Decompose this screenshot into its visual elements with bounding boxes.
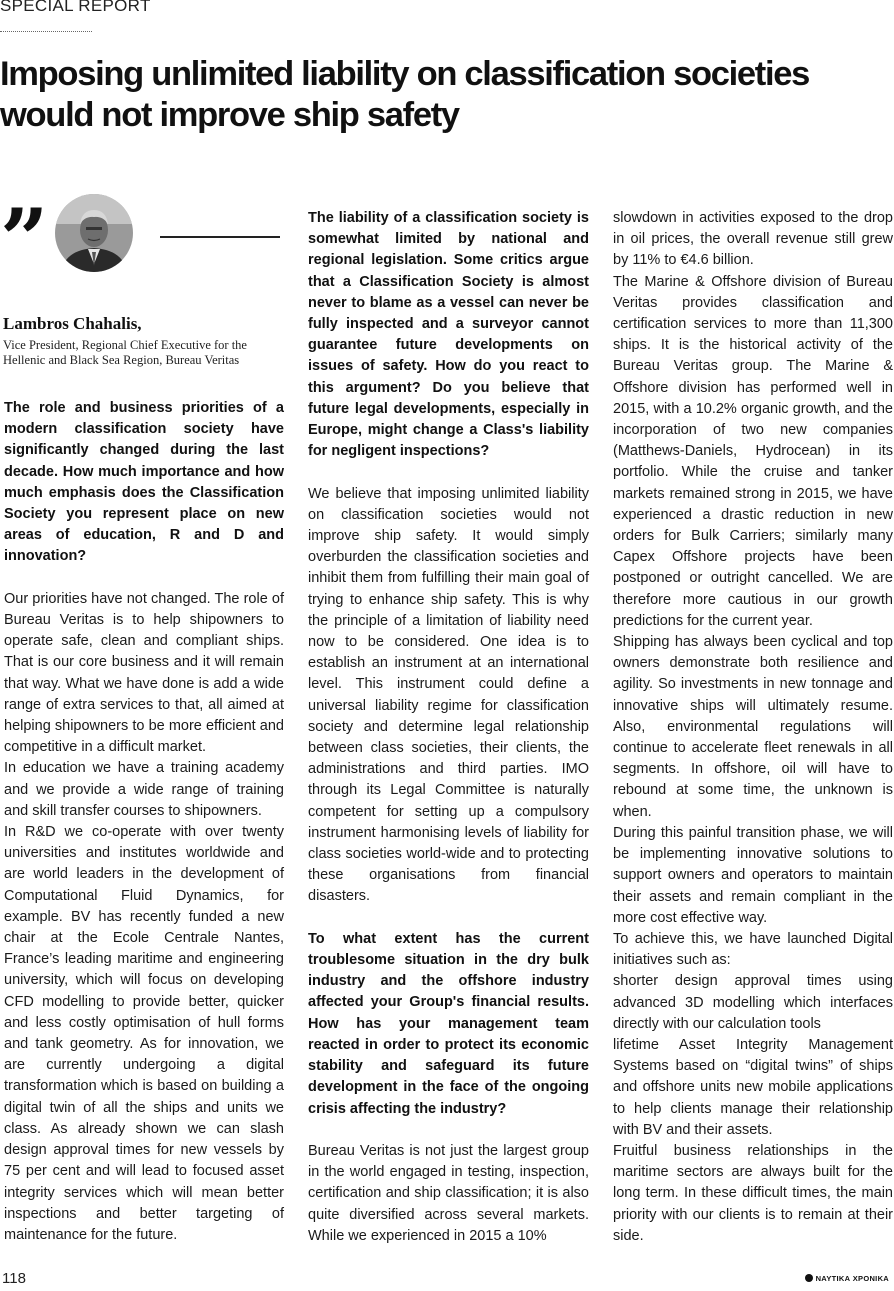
answer-paragraph: shorter design approval times using advanced 3D modelling which interfaces directly with our calculation tools xyxy=(613,973,893,1032)
answer-paragraph: Our priorities have not changed. The role of Bureau Veritas is to help shipowners to operate safe, clean and compliant ships. That is our core business and it will remain that way. What we have done is add a wide range of extra services to that, all aimed at helping shipowners to be more efficient and competitive in a difficult market. xyxy=(4,590,284,756)
question-2: The liability of a classification society is somewhat limited by national and regional legislation. Some critics argue that a Classification Society is almost never to blame as a vessel can never be fully inspected and a surveyor cannot guarantee future developments on issues of safety. How do you react to this argument? Do you believe that future legal developments, especially in Europe, might change a Class's liability for negligent inspections? xyxy=(308,210,589,460)
answer-paragraph: Shipping has always been cyclical and top owners demonstrate both resilience and agility. So investments in new tonnage and innovative ships will ultimately resume. Also, environmental regulations will continue to accelerate fleet renewals in all segments. In offshore, oil will have to rebound at some time, the unknown is when. xyxy=(613,634,893,820)
answer-paragraph: Fruitful business relationships in the maritime sectors are always built for the long term. In these difficult times, the main priority with our clients is to remain at their side. xyxy=(613,1142,893,1244)
quote-mark: ” xyxy=(0,190,49,289)
section-label: SPECIAL REPORT xyxy=(0,0,151,15)
answer-paragraph: slowdown in activities exposed to the drop in oil prices, the overall revenue still grew by 11% to €4.6 billion. xyxy=(613,210,893,269)
answer-paragraph: The Marine & Offshore division of Bureau Veritas provides classification and certification services to more than 11,300 ships. It is the historical activity of the Bureau Veritas group. The Marine & Offshore division has performed well in 2015, with a 10.2% organic growth, and the incorporation of two new companies (Matthews-Daniels, Hydrocean) in its portfolio. While the cruise and tanker markets remained strong in 2015, we have experienced a drastic reduction in new orders for Bulk Carriers; similarly many Capex Offshore projects have been postponed or outright cancelled. We are therefore more cautious in our growth predictions for the current year. xyxy=(613,273,893,629)
answer-paragraph: In education we have a training academy and we provide a wide range of training and skill transfer courses to shipowners. xyxy=(4,760,284,819)
answer-paragraph: During this painful transition phase, we will be implementing innovative solutions to support owners and operators to maintain their assets and remain compliant in the more cost effective way. xyxy=(613,824,893,926)
answer-paragraph: To achieve this, we have launched Digital initiatives such as: xyxy=(613,930,893,969)
speaker-name: Lambros Chahalis, xyxy=(3,314,142,333)
speaker-photo xyxy=(55,194,133,272)
question-3: To what extent has the current troublesome situation in the dry bulk industry and the offshore industry affected your Group's financial results. How has your management team reacted in order to protect its economic stability and safeguard its future development in the face of the ongoing crisis affecting the industry? xyxy=(308,930,589,1117)
portrait-illustration xyxy=(55,194,133,272)
column-1 xyxy=(4,398,284,1246)
publication-brand xyxy=(805,1274,889,1283)
question-1: The role and business priorities of a modern classification society have significantly changed during the last decade. How much importance and how much emphasis does the Classification Society you represent place on new areas of education, R and D and innovation? xyxy=(4,400,284,565)
speaker-role: Vice President, Regional Chief Executive for the Hellenic and Black Sea Region, Bureau Veritas xyxy=(3,338,247,367)
answer-paragraph: We believe that imposing unlimited liability on classification societies would not improve ship safety. It would simply overburden the classification societies and inhibit them from fulfilling their main goal of trying to enhance ship safety. This is why the principle of a limitation of liability need now to be considered. One idea is to establish an instrument at an international level. This instrument could define a universal liability regime for classification society and determine legal relationship between class societies, their clients, the administrations and third parties. IMO through its Legal Committee is naturally competent for setting up a compulsory instrument harmonising levels of liability for class societies world-wide and to protecting these organisations from financial disasters. xyxy=(308,485,589,905)
brand-logo-icon xyxy=(805,1274,813,1282)
column-3 xyxy=(613,208,893,1247)
quote-rule xyxy=(160,236,280,238)
answer-paragraph: lifetime Asset Integrity Management Systems based on “digital twins” of ships and offshore units new mobile applications to help clients manage their relationship with BV and their assets. xyxy=(613,1036,893,1138)
brand-name: ΝΑΥΤΙΚΑ ΧΡΟΝΙΚΑ xyxy=(815,1274,889,1283)
answer-paragraph: Bureau Veritas is not just the largest group in the world engaged in testing, inspection, certification and ship classification; it is also quite diversified across several markets. While we experienced in 2015 a 10% xyxy=(308,1142,589,1244)
answer-paragraph: In R&D we co-operate with over twenty universities and institutes worldwide and are world leaders in the development of Computational Fluid Dynamics, for example. BV has recently funded a new chair at the Ecole Centrale Nantes, France’s leading maritime and engineering university, which will focus on developing CFD modelling to provide better, quicker and less costly optimisation of hull forms and tank geometry. As for innovation, we are currently undergoing a digital transformation which is based on building a digital twin of all the ships and units we class. As already shown we can slash design approval times for new vessels by 75 per cent and will lead to focused asset integrity services which will mean better inspections and better targeting of maintenance for the future. xyxy=(4,824,284,1243)
section-divider xyxy=(0,31,92,32)
article-title: Imposing unlimited liability on classification societies would not improve ship safety xyxy=(0,55,810,134)
page-number: 118 xyxy=(2,1270,26,1287)
column-2 xyxy=(308,208,589,1247)
